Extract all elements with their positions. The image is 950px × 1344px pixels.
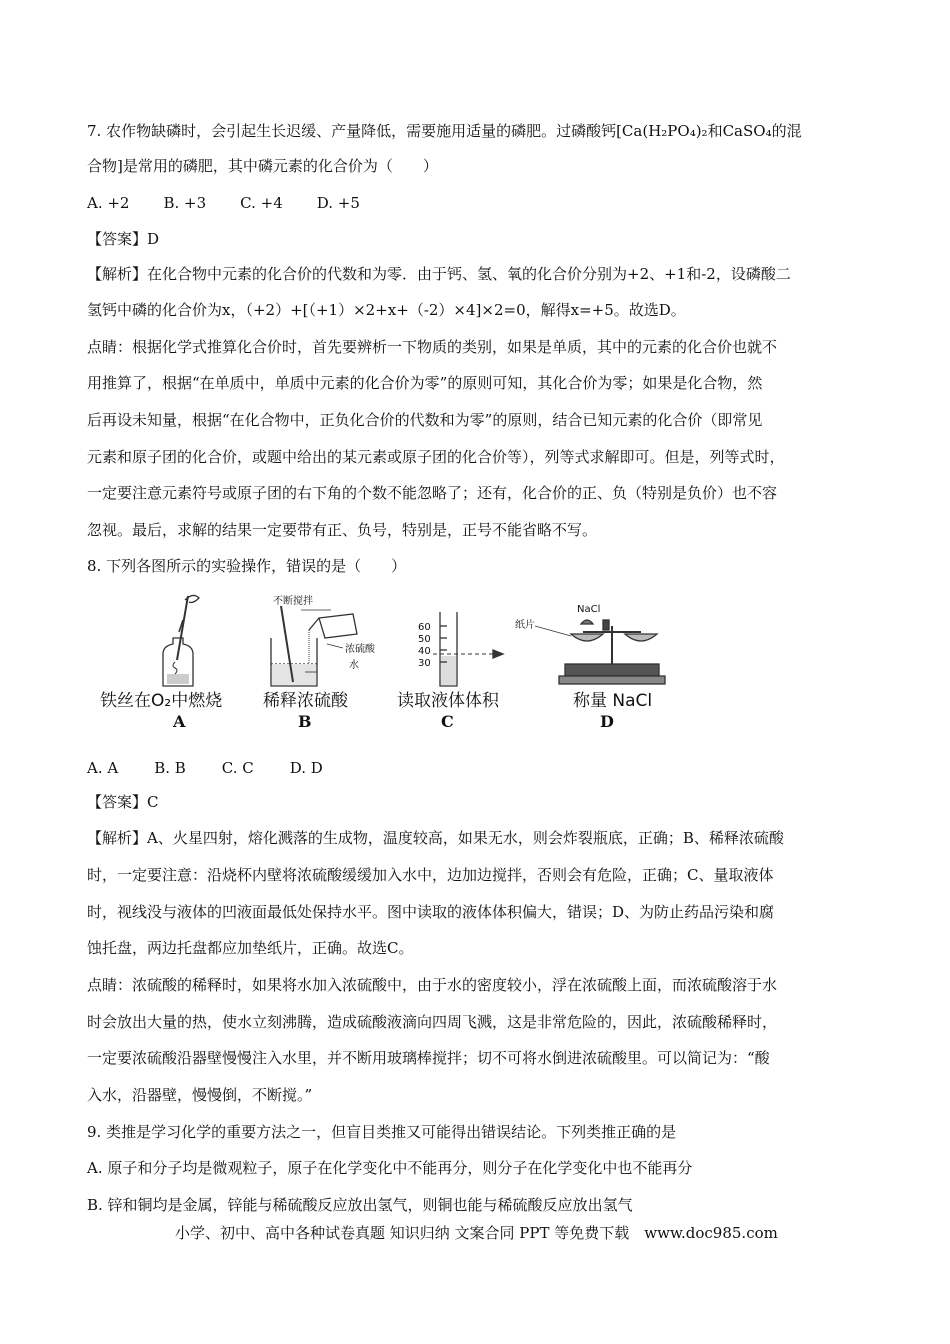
q8-analysis-line: 时，一定要注意：沿烧杯内壁将浓硫酸缓缓加入水中，边加边搅拌，否则会有危险，正确；C、量取液体 bbox=[87, 866, 774, 884]
q7-tip-line: 点睛：根据化学式推算化合价时，首先要辨析一下物质的类别，如果是单质，其中的元素的化合价也就不 bbox=[87, 338, 778, 356]
letter-a: A bbox=[173, 712, 186, 731]
letter-c: C bbox=[441, 712, 454, 731]
q9-option-b: B. 锌和铜均是金属，锌能与稀硫酸反应放出氢气，则铜也能与稀硫酸反应放出氢气 bbox=[87, 1196, 633, 1214]
tick-label-40: 40 bbox=[418, 646, 431, 657]
q7-option-d: D. +5 bbox=[316, 194, 360, 212]
q8-analysis-line: 蚀托盘，两边托盘都应加垫纸片，正确。故选C。 bbox=[87, 939, 414, 957]
q8-options bbox=[87, 758, 359, 778]
q7-answer: 【答案】D bbox=[87, 230, 160, 248]
label-water: 水 bbox=[349, 660, 359, 671]
caption-d: 称量 NaCl bbox=[573, 691, 653, 711]
q7-analysis-line: 【解析】在化合物中元素的化合价的代数和为零．由于钙、氢、氧的化合价分别为+2、+1和-2，设磷酸二 bbox=[87, 265, 791, 283]
letter-d: D bbox=[600, 712, 614, 731]
q7-tip-line: 忽视。最后，求解的结果一定要带有正、负号，特别是，正号不能省略不写。 bbox=[87, 521, 598, 539]
q9-option-a: A. 原子和分子均是微观粒子，原子在化学变化中不能再分，则分子在化学变化中也不能再分 bbox=[87, 1159, 693, 1177]
q8-analysis-line: 时，视线没与液体的凹液面最低处保持水平。图中读取的液体体积偏大，错误；D、为防止药品污染和腐 bbox=[87, 903, 775, 921]
q7-analysis-line: 氢钙中磷的化合价为x，（+2）+[（+1）×2+x+（-2）×4]×2=0，解得x=+5。故选D。 bbox=[87, 301, 686, 319]
q8-analysis-line: 【解析】A、火星四射，熔化溅落的生成物，温度较高，如果无水，则会炸裂瓶底，正确；B、稀释浓硫酸 bbox=[87, 829, 784, 847]
q9-stem: 9. 类推是学习化学的重要方法之一，但盲目类推又可能得出错误结论。下列类推正确的是 bbox=[87, 1123, 677, 1141]
q8-option-c: C. C bbox=[221, 759, 254, 777]
figure-d-balance bbox=[535, 620, 665, 684]
figure-a-bottle bbox=[163, 595, 199, 686]
q8-tip-line: 入水，沿器壁，慢慢倒，不断搅。” bbox=[87, 1086, 313, 1104]
letter-b: B bbox=[298, 712, 312, 731]
caption-b: 稀释浓硫酸 bbox=[263, 691, 348, 711]
tick-label-60: 60 bbox=[418, 622, 431, 633]
q8-tip-line: 一定要浓硫酸沿器壁慢慢注入水里，并不断用玻璃棒搅拌；切不可将水倒进浓硫酸里。可以简记为：“酸 bbox=[87, 1049, 770, 1067]
caption-c: 读取液体体积 bbox=[397, 691, 499, 711]
tick-label-30: 30 bbox=[418, 658, 431, 669]
q8-lab-figure bbox=[95, 590, 675, 740]
q7-options bbox=[87, 193, 394, 213]
q7-option-b: B. +3 bbox=[163, 194, 207, 212]
q7-stem-line2: 合物]是常用的磷肥，其中磷元素的化合价为（ ） bbox=[87, 157, 438, 175]
q7-tip-line: 后再设未知量，根据“在化合物中，正负化合价的代数和为零”的原则，结合已知元素的化合价（即常见 bbox=[87, 411, 763, 429]
q8-option-a: A. A bbox=[87, 759, 119, 777]
figure-c-cylinder bbox=[433, 612, 503, 686]
q7-tip-line: 一定要注意元素符号或原子团的右下角的个数不能忽略了；还有，化合价的正、负（特别是负价）也不容 bbox=[87, 484, 778, 502]
q7-option-c: C. +4 bbox=[240, 194, 283, 212]
q7-tip-line: 元素和原子团的化合价，或题中给出的某元素或原子团的化合价等），列等式求解即可。但是，列等式时， bbox=[87, 448, 785, 466]
q8-stem: 8. 下列各图所示的实验操作，错误的是（ ） bbox=[87, 557, 407, 575]
q7-tip-line: 用推算了，根据“在单质中，单质中元素的化合价为零”的原则可知，其化合价为零；如果是化合物，然 bbox=[87, 374, 763, 392]
q8-answer: 【答案】C bbox=[87, 793, 159, 811]
q8-option-b: B. B bbox=[154, 759, 186, 777]
label-stir: 不断搅拌 bbox=[273, 596, 313, 607]
label-acid: 浓硫酸 bbox=[345, 644, 375, 655]
label-nacl: NaCl bbox=[577, 604, 601, 615]
q7-stem-line1: 7. 农作物缺磷时，会引起生长迟缓、产量降低，需要施用适量的磷肥。过磷酸钙[Ca(H₂PO₄)₂和CaSO₄的混 bbox=[87, 122, 802, 140]
q8-tip-line: 时会放出大量的热，使水立刻沸腾，造成硫酸液滴向四周飞溅，这是非常危险的，因此，浓硫酸稀释时， bbox=[87, 1013, 778, 1031]
q7-option-a: A. +2 bbox=[87, 194, 130, 212]
tick-label-50: 50 bbox=[418, 634, 431, 645]
page-footer: 小学、初中、高中各种试卷真题 知识归纳 文案合同 PPT 等免费下载 www.doc985.com bbox=[175, 1224, 778, 1242]
label-paper: 纸片 bbox=[515, 620, 535, 631]
q8-tip-line: 点睛：浓硫酸的稀释时，如果将水加入浓硫酸中，由于水的密度较小，浮在浓硫酸上面，而浓硫酸溶于水 bbox=[87, 976, 778, 994]
q8-option-d: D. D bbox=[289, 759, 323, 777]
caption-a: 铁丝在O₂中燃烧 bbox=[100, 691, 223, 711]
lab-illustration bbox=[95, 590, 675, 690]
